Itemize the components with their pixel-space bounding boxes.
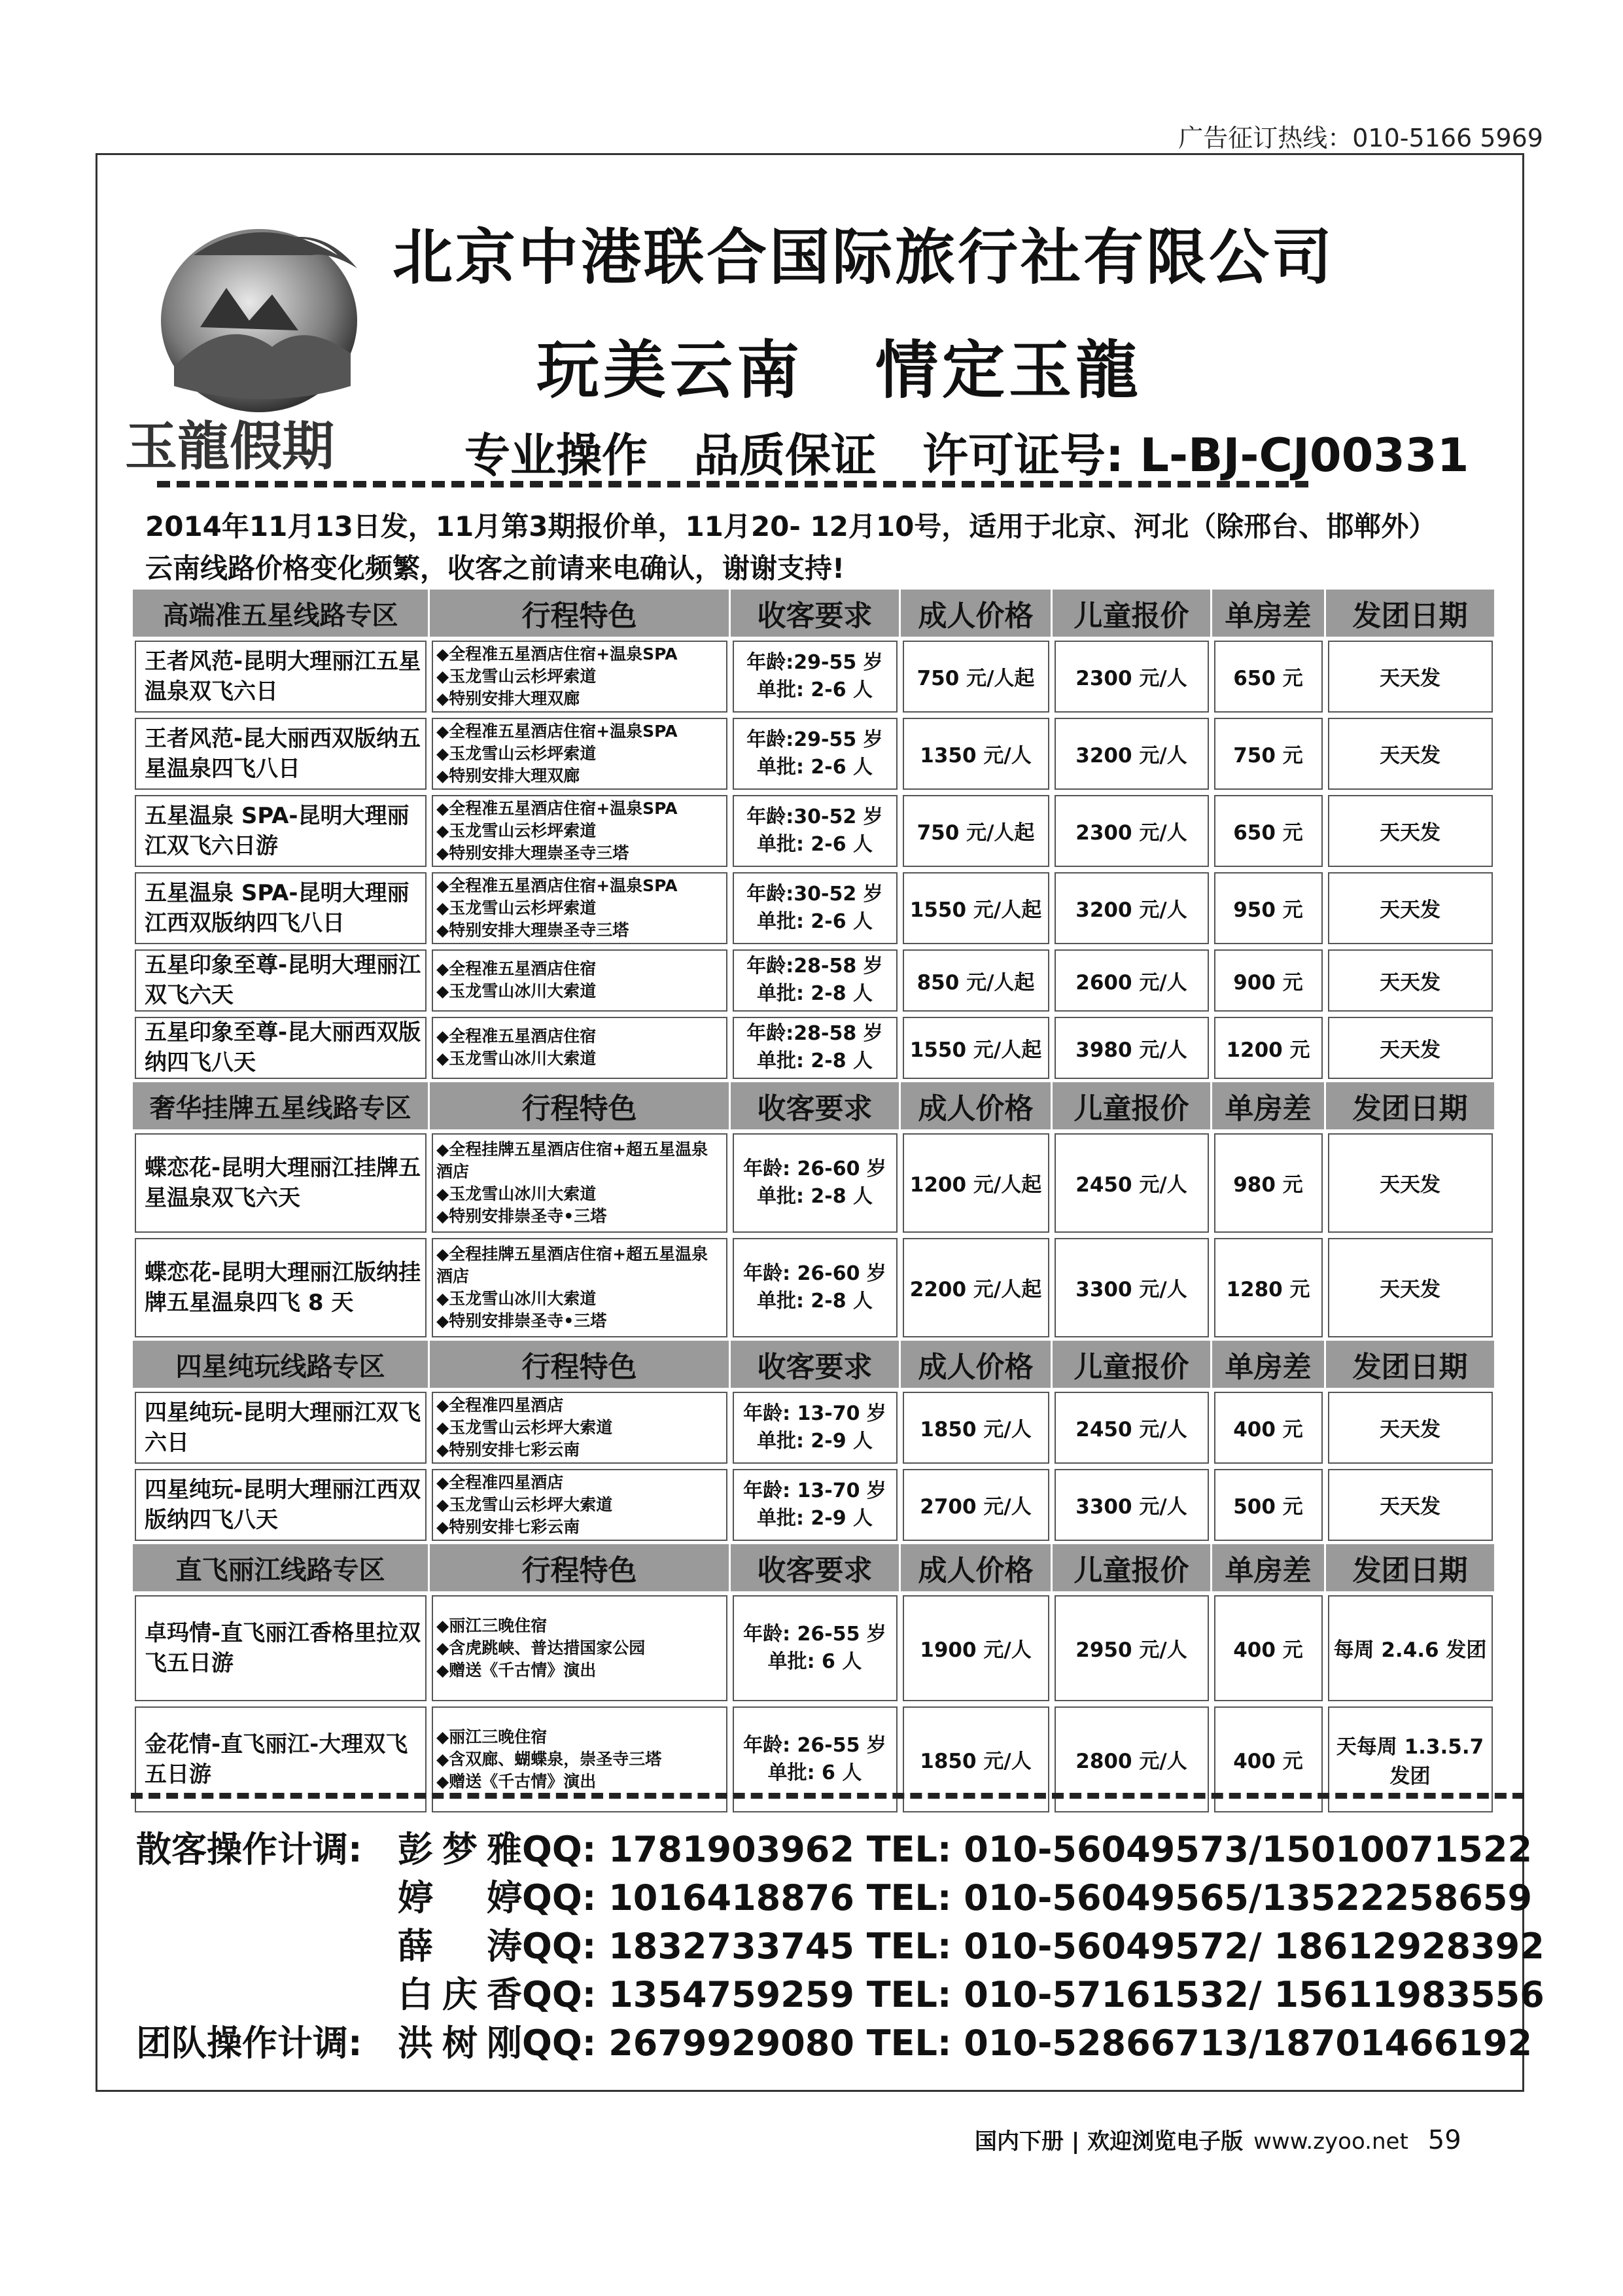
batch-size: 单批: 6 人	[767, 1650, 862, 1673]
feature-item: ◆全程准四星酒店	[436, 1395, 564, 1415]
batch-size: 单批: 2-8 人	[756, 1050, 873, 1072]
feature-item: ◆全程准四星酒店	[436, 1472, 564, 1492]
age-range: 年龄: 26-60 岁	[743, 1157, 886, 1180]
ad-hotline: 广告征订热线：010-5166 5969	[1178, 124, 1543, 152]
age-range: 年龄:28-58 岁	[746, 1022, 883, 1045]
departure-date: 天天发	[1325, 715, 1495, 792]
feature-item: ◆丽江三晚住宿	[436, 1616, 548, 1635]
route-name: 王者风范-昆大丽西双版纳五星温泉四飞八日	[132, 715, 429, 792]
single-supplement: 650 元	[1212, 792, 1325, 870]
column-header: 儿童报价	[1052, 1544, 1212, 1593]
contact-qq: QQ: 1781903962	[522, 1829, 854, 1870]
slogan-b: 情定玉龍	[875, 334, 1142, 407]
column-header: 单房差	[1212, 589, 1325, 638]
route-name: 五星印象至尊-昆明大理丽江双飞六天	[132, 947, 429, 1014]
requirements	[730, 1466, 900, 1544]
column-header: 收客要求	[730, 1544, 900, 1593]
column-header: 发团日期	[1325, 1082, 1495, 1131]
adult-price: 2700 元/人	[900, 1466, 1052, 1544]
feature-item: ◆特别安排七彩云南	[436, 1439, 580, 1459]
table-row	[132, 947, 1495, 1014]
adult-price: 1850 元/人	[900, 1389, 1052, 1466]
route-name: 五星温泉 SPA-昆明大理丽江双飞六日游	[132, 792, 429, 870]
cred-operation: 专业操作	[464, 429, 648, 482]
table-row	[132, 1014, 1495, 1082]
single-supplement: 980 元	[1212, 1131, 1325, 1235]
route-features	[429, 1131, 730, 1235]
age-range: 年龄:28-58 岁	[746, 955, 883, 978]
age-range: 年龄:29-55 岁	[746, 728, 883, 751]
notice-line-2: 云南线路价格变化频繁，收客之前请来电确认，谢谢支持!	[145, 552, 845, 584]
batch-size: 单批: 2-6 人	[756, 678, 873, 701]
credentials	[464, 419, 1469, 485]
route-name: 五星温泉 SPA-昆明大理丽江西双版纳四飞八日	[132, 870, 429, 947]
feature-item: ◆玉龙雪山冰川大索道	[436, 981, 597, 1000]
adult-price: 750 元/人起	[900, 792, 1052, 870]
feature-item: ◆含双廊、蝴蝶泉，崇圣寺三塔	[436, 1749, 662, 1769]
feature-item: ◆赠送《千古情》演出	[436, 1771, 597, 1791]
page-number: 59	[1427, 2125, 1461, 2155]
feature-item: ◆玉龙雪山冰川大索道	[436, 1049, 597, 1068]
route-name: 蝶恋花-昆明大理丽江挂牌五星温泉双飞六天	[132, 1131, 429, 1235]
route-features	[429, 638, 730, 715]
adult-price: 1900 元/人	[900, 1593, 1052, 1704]
column-header: 发团日期	[1325, 1544, 1495, 1593]
column-header: 行程特色	[429, 1544, 730, 1593]
requirements	[730, 1235, 900, 1340]
single-supplement: 650 元	[1212, 638, 1325, 715]
cred-quality: 品质保证	[693, 429, 877, 482]
feature-item: ◆特别安排崇圣寺•三塔	[436, 1206, 607, 1226]
company-name: 北京中港联合国际旅行社有限公司	[393, 222, 1335, 292]
age-range: 年龄:30-52 岁	[746, 882, 883, 906]
contact-qq: QQ: 1832733745	[522, 1926, 854, 1967]
contact-name: 白庆香	[398, 1974, 522, 2015]
requirements	[730, 1014, 900, 1082]
single-supplement: 500 元	[1212, 1466, 1325, 1544]
feature-item: ◆全程准五星酒店住宿+温泉SPA	[436, 798, 678, 818]
section-title: 高端准五星线路专区	[132, 589, 429, 638]
contact-row	[136, 1874, 1544, 1922]
contact-row	[136, 1826, 1544, 1874]
contact-name: 洪树刚	[398, 2022, 522, 2064]
contact-row	[136, 2019, 1544, 2068]
single-supplement: 400 元	[1212, 1704, 1325, 1815]
column-header: 成人价格	[900, 1340, 1052, 1389]
route-name: 四星纯玩-昆明大理丽江西双版纳四飞八天	[132, 1466, 429, 1544]
departure-date: 天天发	[1325, 1466, 1495, 1544]
feature-item: ◆全程准五星酒店住宿+温泉SPA	[436, 721, 678, 741]
route-features	[429, 792, 730, 870]
feature-item: ◆全程准五星酒店住宿+温泉SPA	[436, 875, 678, 895]
departure-date: 天天发	[1325, 792, 1495, 870]
batch-size: 单批: 2-6 人	[756, 910, 873, 933]
feature-item: ◆特别安排大理双廊	[436, 766, 580, 785]
contact-name: 薛涛	[398, 1926, 522, 1967]
adult-price: 750 元/人起	[900, 638, 1052, 715]
contact-qq: QQ: 2679929080	[522, 2022, 854, 2064]
column-header: 单房差	[1212, 1082, 1325, 1131]
feature-item: ◆玉龙雪山云杉坪索道	[436, 898, 597, 917]
feature-item: ◆全程准五星酒店住宿	[436, 1027, 597, 1046]
page-footer	[975, 2123, 1461, 2155]
child-price: 2800 元/人	[1052, 1704, 1212, 1815]
table-row	[132, 638, 1495, 715]
table-row	[132, 1235, 1495, 1340]
route-name: 蝶恋花-昆明大理丽江版纳挂牌五星温泉四飞 8 天	[132, 1235, 429, 1340]
batch-size: 单批: 2-9 人	[756, 1429, 873, 1453]
contact-row	[136, 1922, 1544, 1971]
table-row	[132, 870, 1495, 947]
route-name: 金花情-直飞丽江-大理双飞五日游	[132, 1704, 429, 1815]
departure-date: 天天发	[1325, 638, 1495, 715]
fit-label: 散客操作计调:	[136, 1829, 362, 1870]
child-price: 3200 元/人	[1052, 870, 1212, 947]
child-price: 2950 元/人	[1052, 1593, 1212, 1704]
column-header: 行程特色	[429, 1340, 730, 1389]
notice-line-1: 2014年11月13日发，11月第3期报价单，11月20- 12月10号，适用于北京、河北（除邢台、邯郸外）	[145, 510, 1437, 542]
child-price: 3300 元/人	[1052, 1235, 1212, 1340]
column-header: 儿童报价	[1052, 1340, 1212, 1389]
age-range: 年龄: 26-55 岁	[743, 1733, 886, 1757]
departure-date: 天天发	[1325, 870, 1495, 947]
adult-price: 1850 元/人	[900, 1704, 1052, 1815]
age-range: 年龄: 26-60 岁	[743, 1262, 886, 1285]
requirements	[730, 715, 900, 792]
group-label: 团队操作计调:	[136, 2022, 362, 2064]
column-header: 发团日期	[1325, 589, 1495, 638]
single-supplement: 1280 元	[1212, 1235, 1325, 1340]
child-price: 2450 元/人	[1052, 1131, 1212, 1235]
departure-date: 天每周 1.3.5.7 发团	[1325, 1704, 1495, 1815]
feature-item: ◆玉龙雪山云杉坪索道	[436, 743, 597, 763]
departure-date: 天天发	[1325, 947, 1495, 1014]
column-header: 成人价格	[900, 1082, 1052, 1131]
section-header	[132, 1340, 1495, 1389]
departure-date: 天天发	[1325, 1235, 1495, 1340]
column-header: 单房差	[1212, 1340, 1325, 1389]
feature-item: ◆特别安排大理双廊	[436, 688, 580, 708]
column-header: 单房差	[1212, 1544, 1325, 1593]
slogan	[536, 321, 1142, 410]
adult-price: 2200 元/人起	[900, 1235, 1052, 1340]
feature-item: ◆玉龙雪山云杉坪大索道	[436, 1417, 613, 1437]
contact-name: 彭梦雅	[398, 1829, 522, 1870]
feature-item: ◆含虎跳峡、普达措国家公园	[436, 1638, 646, 1657]
route-name: 五星印象至尊-昆大丽西双版纳四飞八天	[132, 1014, 429, 1082]
batch-size: 单批: 2-9 人	[756, 1506, 873, 1530]
contact-name: 婷婷	[398, 1877, 522, 1918]
route-features	[429, 1593, 730, 1704]
column-header: 收客要求	[730, 1082, 900, 1131]
adult-price: 1350 元/人	[900, 715, 1052, 792]
section-header	[132, 589, 1495, 638]
departure-date: 每周 2.4.6 发团	[1325, 1593, 1495, 1704]
departure-date: 天天发	[1325, 1389, 1495, 1466]
child-price: 3200 元/人	[1052, 715, 1212, 792]
adult-price: 1200 元/人起	[900, 1131, 1052, 1235]
single-supplement: 400 元	[1212, 1593, 1325, 1704]
contact-tel: TEL: 010-52866713/18701466192	[866, 2022, 1533, 2064]
column-header: 收客要求	[730, 589, 900, 638]
column-header: 成人价格	[900, 1544, 1052, 1593]
slogan-a: 玩美云南	[536, 334, 803, 407]
requirements	[730, 870, 900, 947]
route-features	[429, 1235, 730, 1340]
route-name: 四星纯玩-昆明大理丽江双飞六日	[132, 1389, 429, 1466]
section-header	[132, 1082, 1495, 1131]
contact-tel: TEL: 010-56049573/15010071522	[866, 1829, 1533, 1870]
logo-text: 玉龍假期	[125, 415, 334, 471]
departure-date: 天天发	[1325, 1131, 1495, 1235]
requirements	[730, 1131, 900, 1235]
child-price: 2600 元/人	[1052, 947, 1212, 1014]
table-row	[132, 1131, 1495, 1235]
contact-row	[136, 1971, 1544, 2019]
departure-date: 天天发	[1325, 1014, 1495, 1082]
contact-tel: TEL: 010-57161532/ 15611983556	[866, 1974, 1544, 2015]
divider	[131, 1793, 1524, 1799]
column-header: 成人价格	[900, 589, 1052, 638]
feature-item: ◆特别安排崇圣寺•三塔	[436, 1311, 607, 1330]
single-supplement: 400 元	[1212, 1389, 1325, 1466]
table-row	[132, 792, 1495, 870]
batch-size: 单批: 6 人	[767, 1761, 862, 1784]
route-features	[429, 1389, 730, 1466]
child-price: 2300 元/人	[1052, 638, 1212, 715]
feature-item: ◆玉龙雪山冰川大索道	[436, 1184, 597, 1203]
single-supplement: 750 元	[1212, 715, 1325, 792]
feature-item: ◆玉龙雪山云杉坪索道	[436, 666, 597, 686]
feature-item: ◆全程准五星酒店住宿	[436, 959, 597, 978]
feature-item: ◆特别安排七彩云南	[436, 1517, 580, 1536]
feature-item: ◆丽江三晚住宿	[436, 1727, 548, 1746]
single-supplement: 950 元	[1212, 870, 1325, 947]
requirements	[730, 638, 900, 715]
price-table	[131, 588, 1496, 1816]
section-header	[132, 1544, 1495, 1593]
feature-item: ◆特别安排大理崇圣寺三塔	[436, 920, 629, 940]
section-title: 四星纯玩线路专区	[132, 1340, 429, 1389]
route-features	[429, 715, 730, 792]
column-header: 发团日期	[1325, 1340, 1495, 1389]
table-row	[132, 1593, 1495, 1704]
requirements	[730, 947, 900, 1014]
requirements	[730, 1389, 900, 1466]
section-title: 直飞丽江线路专区	[132, 1544, 429, 1593]
feature-item: ◆特别安排大理崇圣寺三塔	[436, 843, 629, 862]
column-header: 行程特色	[429, 1082, 730, 1131]
adult-price: 1550 元/人起	[900, 1014, 1052, 1082]
single-supplement: 1200 元	[1212, 1014, 1325, 1082]
requirements	[730, 1593, 900, 1704]
route-features	[429, 947, 730, 1014]
age-range: 年龄:30-52 岁	[746, 805, 883, 828]
batch-size: 单批: 2-6 人	[756, 755, 873, 779]
feature-item: ◆玉龙雪山云杉坪大索道	[436, 1494, 613, 1514]
contacts	[136, 1826, 1544, 2068]
footer-url[interactable]: www.zyoo.net	[1253, 2128, 1408, 2155]
age-range: 年龄: 26-55 岁	[743, 1622, 886, 1646]
yulong-logo-icon	[122, 216, 429, 471]
contact-tel: TEL: 010-56049572/ 18612928392	[866, 1926, 1544, 1967]
age-range: 年龄: 13-70 岁	[743, 1402, 886, 1425]
batch-size: 单批: 2-8 人	[756, 1184, 873, 1208]
divider	[157, 481, 1308, 487]
route-features	[429, 870, 730, 947]
table-row	[132, 1466, 1495, 1544]
route-features	[429, 1014, 730, 1082]
child-price: 3980 元/人	[1052, 1014, 1212, 1082]
route-name: 王者风范-昆明大理丽江五星温泉双飞六日	[132, 638, 429, 715]
requirements	[730, 792, 900, 870]
batch-size: 单批: 2-6 人	[756, 832, 873, 856]
child-price: 2300 元/人	[1052, 792, 1212, 870]
feature-item: ◆赠送《千古情》演出	[436, 1660, 597, 1680]
contact-tel: TEL: 010-56049565/13522258659	[866, 1877, 1533, 1918]
feature-item: ◆玉龙雪山冰川大索道	[436, 1288, 597, 1308]
batch-size: 单批: 2-8 人	[756, 982, 873, 1005]
column-header: 收客要求	[730, 1340, 900, 1389]
route-name: 卓玛情-直飞丽江香格里拉双飞五日游	[132, 1593, 429, 1704]
contact-qq: QQ: 1016418876	[522, 1877, 854, 1918]
child-price: 2450 元/人	[1052, 1389, 1212, 1466]
feature-item: ◆全程挂牌五星酒店住宿+超五星温泉酒店	[436, 1139, 708, 1181]
column-header: 儿童报价	[1052, 1082, 1212, 1131]
contact-qq: QQ: 1354759259	[522, 1974, 854, 2015]
route-features	[429, 1466, 730, 1544]
age-range: 年龄:29-55 岁	[746, 650, 883, 674]
section-title: 奢华挂牌五星线路专区	[132, 1082, 429, 1131]
license-number: 许可证号: L-BJ-CJ00331	[922, 429, 1469, 482]
table-row	[132, 1389, 1495, 1466]
adult-price: 1550 元/人起	[900, 870, 1052, 947]
feature-item: ◆全程准五星酒店住宿+温泉SPA	[436, 644, 678, 663]
column-header: 儿童报价	[1052, 589, 1212, 638]
single-supplement: 900 元	[1212, 947, 1325, 1014]
table-row	[132, 715, 1495, 792]
batch-size: 单批: 2-8 人	[756, 1289, 873, 1313]
age-range: 年龄: 13-70 岁	[743, 1479, 886, 1502]
adult-price: 850 元/人起	[900, 947, 1052, 1014]
feature-item: ◆玉龙雪山云杉坪索道	[436, 821, 597, 840]
child-price: 3300 元/人	[1052, 1466, 1212, 1544]
column-header: 行程特色	[429, 589, 730, 638]
feature-item: ◆全程挂牌五星酒店住宿+超五星温泉酒店	[436, 1244, 708, 1286]
footer-section: 国内下册 | 欢迎浏览电子版	[975, 2128, 1244, 2155]
